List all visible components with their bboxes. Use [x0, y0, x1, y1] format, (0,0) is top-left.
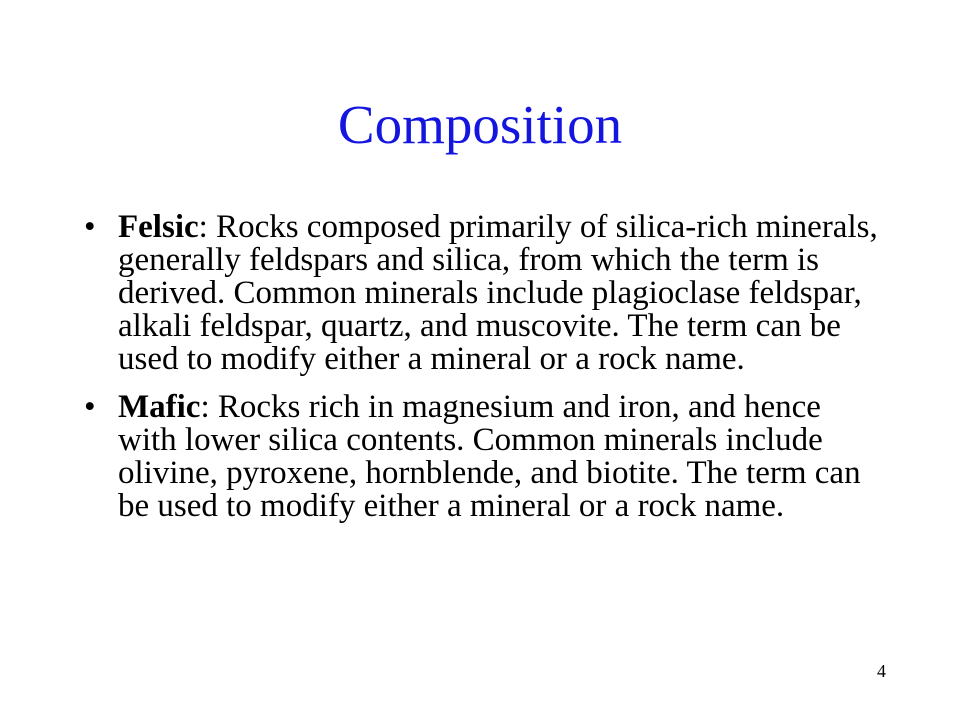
- term-mafic: Mafic: [118, 389, 201, 425]
- bullet-marker: •: [84, 209, 96, 245]
- bullet-list: [84, 211, 884, 538]
- term-felsic: Felsic: [118, 209, 199, 245]
- bullet-text-felsic: : Rocks composed primarily of silica-rich minerals, generally feldspars and silica, from which the term is derived. Common minerals include plagioclase feldspar, alkali feldspar, quartz, and muscovite. The term can be used to modify either a mineral or a rock name.: [118, 209, 878, 377]
- page-number: 4: [877, 661, 886, 681]
- bullet-felsic: [84, 211, 884, 376]
- bullet-text-mafic: : Rocks rich in magnesium and iron, and hence with lower silica contents. Common minerals include olivine, pyroxene, hornblende, and biotite. The term can be used to modify either a mineral or a rock name.: [118, 389, 861, 524]
- bullet-marker: •: [84, 389, 96, 425]
- slide-title: Composition: [337, 94, 623, 155]
- bullet-mafic: [84, 391, 884, 523]
